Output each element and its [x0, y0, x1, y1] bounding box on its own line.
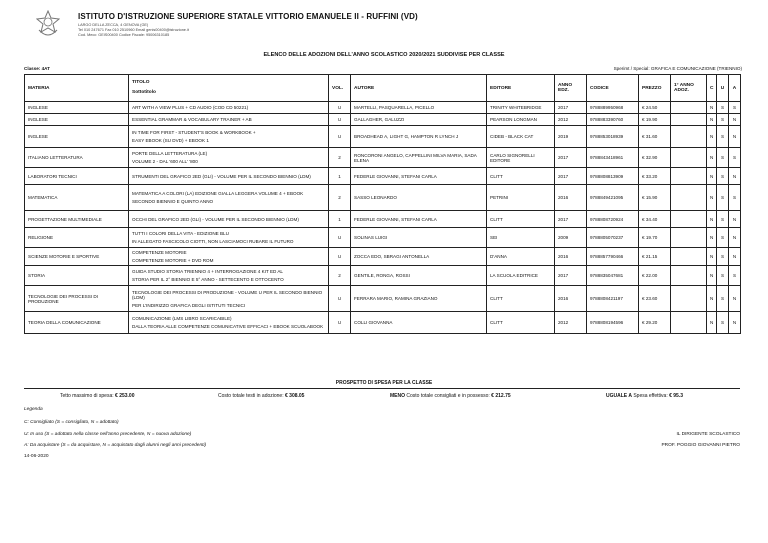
cell-u: S: [717, 211, 729, 228]
cell-editore: CLITT: [487, 286, 555, 312]
cell-c: N: [707, 266, 717, 286]
table-row: [25, 286, 741, 312]
title-subtitle: DALLA TEORIA ALLE COMPETENZE COMUNICATIVE EFFICACI + EBOOK SCUOLABOOK: [132, 324, 324, 329]
cell-a: S: [729, 102, 741, 114]
cell-anno: 2012: [555, 312, 587, 334]
cell-materia: PROGETTAZIONE MULTIMEDIALE: [25, 211, 129, 228]
cell-materia: TECNOLOGIE DEI PROCESSI DI PRODUZIONE: [25, 286, 129, 312]
cell-anno: 2012: [555, 114, 587, 126]
title-main: PORTE DELLA LETTERATURA (LE): [132, 151, 208, 156]
cell-prima-adoz: [671, 168, 707, 185]
cell-u: S: [717, 168, 729, 185]
cell-editore: D'ANNA: [487, 248, 555, 266]
school-address: LARGO DELLA ZECCA, 4 GENOVA (GE): [78, 23, 149, 27]
title-main: COMUNICAZIONE (LMS LIBRO SCARICABILE): [132, 316, 232, 321]
cell-anno: 2017: [555, 148, 587, 168]
title-subtitle: EASY EBOOK (SU DVD) + EBOOK 1: [132, 138, 209, 143]
cell-autore: GALLAGHER, GALUZZI: [351, 114, 487, 126]
summary-meno-value: € 212.75: [491, 393, 511, 399]
cell-vol: U: [329, 126, 351, 148]
cell-titolo: [129, 185, 329, 211]
class-label: Classe: 4AT: [24, 66, 50, 71]
cell-titolo: [129, 286, 329, 312]
cell-u: S: [717, 248, 729, 266]
table-header-row: [25, 75, 741, 102]
cell-a: N: [729, 312, 741, 334]
cell-prima-adoz: [671, 228, 707, 248]
cell-titolo: [129, 102, 329, 114]
cell-vol: 1: [329, 211, 351, 228]
table-row: [25, 126, 741, 148]
table-row: [25, 114, 741, 126]
summary-meno-text: Costo totale consigliati e in possesso:: [406, 393, 490, 399]
header-a: A: [729, 75, 741, 102]
cell-prima-adoz: [671, 211, 707, 228]
cell-anno: 2016: [555, 185, 587, 211]
cell-autore: SASSO LEONARDO: [351, 185, 487, 211]
cell-vol: 2: [329, 266, 351, 286]
title-main: OCCHI DEL GRAFICO 2ED (GLI) - VOLUME PER IL SECONDO BIENNIO (LDM): [132, 216, 299, 222]
cell-vol: 2: [329, 148, 351, 168]
cell-autore: FEDERLE GIOVANNI, STEFANI CARLA: [351, 211, 487, 228]
cell-a: N: [729, 126, 741, 148]
cell-editore: TRINITY WHITEBRIDGE: [487, 102, 555, 114]
cell-codice: 9788808421197: [587, 286, 639, 312]
cell-autore: FERRARA MARIO, RAMINA GRAZIANO: [351, 286, 487, 312]
cell-materia: INGLESE: [25, 102, 129, 114]
cell-editore: CIDEB - BLACK CAT: [487, 126, 555, 148]
header-vol: VOL.: [329, 75, 351, 102]
cell-codice: 9788808813909: [587, 168, 639, 185]
cell-c: N: [707, 312, 717, 334]
cell-codice: 9788849421095: [587, 185, 639, 211]
cell-vol: U: [329, 228, 351, 248]
cell-autore: ZOCCA EDO, SBRAGI ANTONELLA: [351, 248, 487, 266]
cell-prezzo: € 31.60: [639, 126, 671, 148]
cell-prezzo: € 19.70: [639, 228, 671, 248]
cell-vol: U: [329, 102, 351, 114]
cell-titolo: [129, 312, 329, 334]
cell-materia: INGLESE: [25, 126, 129, 148]
header-autore: AUTORE: [351, 75, 487, 102]
cell-autore: MARTELLI, PASQUARELLA, PICELLO: [351, 102, 487, 114]
cell-anno: 2016: [555, 286, 587, 312]
cell-autore: FEDERLE GIOVANNI, STEFANI CARLA: [351, 168, 487, 185]
cell-codice: 9788889950968: [587, 102, 639, 114]
cell-autore: BROADHEAD A, LIGHT G, HAMPTON R LYNCH J: [351, 126, 487, 148]
header-materia: MATERIA: [25, 75, 129, 102]
cell-codice: 9788853018939: [587, 126, 639, 148]
cell-titolo: [129, 126, 329, 148]
cell-anno: 2017: [555, 102, 587, 114]
table-row: [25, 185, 741, 211]
cell-editore: PEARSON LONGMAN: [487, 114, 555, 126]
adoptions-table: [24, 74, 741, 334]
header-u: U: [717, 75, 729, 102]
legend-u: U: In uso (S = adottato nella classe nell'anno precedente, N = nuova adozione): [24, 432, 192, 437]
cell-prima-adoz: [671, 114, 707, 126]
header-prima-adoz: 1° ANNO ADOZ.: [671, 75, 707, 102]
cell-editore: SEI: [487, 228, 555, 248]
title-main: ART WITH A VIEW PLUS + CD AUDIO (COD CD 50221): [132, 105, 249, 110]
title-main: GUIDA STUDIO STORIA TRIENNIO 4 + INTERROGAZIONE 4 KIT ED AL: [132, 269, 283, 274]
summary-max-label: Tetto massimo di spesa:: [60, 393, 114, 399]
school-codes: Cod. Mecc: GEIS00400 Codice Fiscale: 95006310185: [78, 33, 170, 37]
cell-materia: MATEMATICA: [25, 185, 129, 211]
cell-prima-adoz: [671, 148, 707, 168]
cell-c: N: [707, 185, 717, 211]
title-main: COMPETENZE MOTORIE: [132, 250, 187, 255]
cell-prezzo: € 34.40: [639, 211, 671, 228]
cell-c: N: [707, 248, 717, 266]
cell-prezzo: € 19.90: [639, 114, 671, 126]
header-editore: EDITORE: [487, 75, 555, 102]
table-row: [25, 266, 741, 286]
table-row: [25, 248, 741, 266]
cell-anno: 2017: [555, 211, 587, 228]
school-name: ISTITUTO D'ISTRUZIONE SUPERIORE STATALE VITTORIO EMANUELE II - RUFFINI (VD): [78, 12, 418, 21]
table-row: [25, 228, 741, 248]
cell-anno: 2017: [555, 168, 587, 185]
cell-codice: 9788843418961: [587, 148, 639, 168]
cell-a: N: [729, 168, 741, 185]
cell-u: S: [717, 102, 729, 114]
cell-prezzo: € 33.20: [639, 168, 671, 185]
header-c: C: [707, 75, 717, 102]
cell-vol: U: [329, 248, 351, 266]
cell-u: S: [717, 286, 729, 312]
cell-a: N: [729, 286, 741, 312]
table-row: [25, 312, 741, 334]
cell-anno: 2016: [555, 248, 587, 266]
table-row: [25, 102, 741, 114]
cell-codice: 9788808194596: [587, 312, 639, 334]
legend-c: C: Consigliato (S = consigliato, N = adottato): [24, 420, 119, 425]
title-main: TUTTI I COLORI DELLA VITA - EDIZIONE BLU: [132, 231, 229, 236]
header-codice: CODICE: [587, 75, 639, 102]
cell-anno: 2017: [555, 266, 587, 286]
header-prezzo: PREZZO: [639, 75, 671, 102]
summary-max-value: € 253.00: [115, 393, 135, 399]
cell-prima-adoz: [671, 312, 707, 334]
summary-title: PROSPETTO DI SPESA PER LA CLASSE: [335, 380, 433, 386]
cell-editore: CLITT: [487, 168, 555, 185]
cell-materia: ITALIANO LETTERATURA: [25, 148, 129, 168]
cell-c: N: [707, 286, 717, 312]
cell-codice: 9788835047681: [587, 266, 639, 286]
cell-vol: U: [329, 114, 351, 126]
cell-titolo: [129, 228, 329, 248]
school-contacts: Tel 010 247671 Fax 010 2510960 Email genis00400@istruzione.it: [78, 28, 189, 32]
republic-emblem-icon: [36, 10, 60, 38]
cell-c: N: [707, 168, 717, 185]
signature-name: PROF. POGGIO GIOVANNI PIETRO: [661, 443, 740, 448]
cell-prima-adoz: [671, 266, 707, 286]
cell-a: N: [729, 228, 741, 248]
cell-a: S: [729, 266, 741, 286]
cell-a: N: [729, 211, 741, 228]
cell-materia: LABORATORI TECNICI: [25, 168, 129, 185]
cell-prima-adoz: [671, 126, 707, 148]
cell-editore: PETRINI: [487, 185, 555, 211]
cell-a: N: [729, 114, 741, 126]
cell-titolo: [129, 168, 329, 185]
title-subtitle: SECONDO BIENNIO E QUINTO ANNO: [132, 199, 214, 204]
cell-prezzo: € 21.15: [639, 248, 671, 266]
cell-materia: TEORIA DELLA COMUNICAZIONE: [25, 312, 129, 334]
summary-meno-label: MENO: [390, 393, 405, 399]
cell-c: N: [707, 148, 717, 168]
cell-editore: CLITT: [487, 211, 555, 228]
cell-a: S: [729, 185, 741, 211]
cell-c: N: [707, 228, 717, 248]
cell-u: S: [717, 126, 729, 148]
cell-vol: 1: [329, 168, 351, 185]
specialization-label: Sperimt / Special: GRAFICA E COMUNICAZIONE (TRIENNIO): [613, 66, 742, 71]
cell-anno: 2019: [555, 126, 587, 148]
legend-title: Legenda: [24, 407, 43, 412]
cell-materia: SCIENZE MOTORIE E SPORTIVE: [25, 248, 129, 266]
summary-meno: [390, 393, 511, 399]
cell-prezzo: € 22.00: [639, 266, 671, 286]
cell-prezzo: € 32.90: [639, 148, 671, 168]
header-titolo: [129, 75, 329, 102]
title-main: MATEMATICA A COLORI (LA) EDIZIONE GIALLA LEGGERA VOLUME 4 + EBOOK: [132, 191, 304, 196]
cell-titolo: [129, 266, 329, 286]
cell-materia: STORIA: [25, 266, 129, 286]
cell-codice: 9788883390760: [587, 114, 639, 126]
title-subtitle: PER L'INDIRIZZO GRAFICA DEGLI ISTITUTI TECNICI: [132, 302, 246, 308]
title-subtitle: STORIA PER IL 2° BIENNIO E 5° ANNO - SETTECENTO E OTTOCENTO: [132, 277, 284, 282]
cell-a: S: [729, 148, 741, 168]
cell-titolo: [129, 211, 329, 228]
cell-c: N: [707, 102, 717, 114]
cell-prima-adoz: [671, 286, 707, 312]
cell-u: S: [717, 266, 729, 286]
summary-total-value: € 308.05: [285, 393, 305, 399]
summary-uguale-value: € 95.3: [669, 393, 683, 399]
title-subtitle: VOLUME 2 - DAL '600 ALL' '800: [132, 159, 198, 164]
summary-total-label: Costo totale testi in adozione:: [218, 393, 284, 399]
table-row: [25, 211, 741, 228]
cell-c: N: [707, 211, 717, 228]
cell-editore: LA SCUOLA EDITRICE: [487, 266, 555, 286]
cell-anno: 2009: [555, 228, 587, 248]
document-title: ELENCO DELLE ADOZIONI DELL'ANNO SCOLASTICO 2020/2021 SUDDIVISE PER CLASSE: [263, 52, 505, 58]
school-info: [78, 12, 418, 38]
summary-max: [60, 393, 135, 399]
cell-autore: SOLINAS LUIGI: [351, 228, 487, 248]
cell-editore: CARLO SIGNORELLI EDITORE: [487, 148, 555, 168]
table-row: [25, 148, 741, 168]
title-main: ESSENTIAL GRAMMAR & VOCABULARY TRAINER + AB: [132, 117, 252, 122]
cell-autore: GENTILE, RONGA, ROSSI: [351, 266, 487, 286]
title-main: TECNOLOGIE DEI PROCESSI DI PRODUZIONE - VOLUME U PER IL SECONDO BIENNIO (LDM): [132, 289, 323, 300]
summary-uguale: [606, 393, 683, 399]
header-titolo-label: TITOLO: [132, 80, 150, 85]
cell-prezzo: € 15.90: [639, 185, 671, 211]
title-subtitle: IN ALLEGATO FASCICOLO CIOTTI, NON LASCIAMOCI RUBARE IL FUTURO: [132, 239, 294, 244]
title-subtitle: COMPETENZE MOTORIE + DVD ROM: [132, 258, 214, 263]
cell-prezzo: € 23.60: [639, 286, 671, 312]
summary-uguale-text: Spesa effettiva:: [633, 393, 668, 399]
cell-titolo: [129, 114, 329, 126]
cell-vol: U: [329, 312, 351, 334]
cell-vol: 2: [329, 185, 351, 211]
document-date: 14-06-2020: [24, 454, 49, 459]
cell-titolo: [129, 148, 329, 168]
cell-autore: RONCORONI ANGELO, CAPPELLINI MILVA MARIA, SADA ELENA: [351, 148, 487, 168]
cell-codice: 9788808720924: [587, 211, 639, 228]
cell-codice: 9788805070237: [587, 228, 639, 248]
legend-a: A: Da acquistare (S = da acquistare, N = acquistato dagli alunni negli anni precedenti): [24, 443, 207, 448]
school-header: [36, 9, 736, 45]
cell-u: S: [717, 114, 729, 126]
cell-codice: 9788857790466: [587, 248, 639, 266]
cell-prezzo: € 29.20: [639, 312, 671, 334]
table-row: [25, 168, 741, 185]
cell-prima-adoz: [671, 185, 707, 211]
cell-materia: INGLESE: [25, 114, 129, 126]
cell-u: S: [717, 228, 729, 248]
cell-prima-adoz: [671, 102, 707, 114]
cell-prezzo: € 24.50: [639, 102, 671, 114]
cell-editore: CLITT: [487, 312, 555, 334]
cell-materia: RELIGIONE: [25, 228, 129, 248]
signature-role: IL DIRIGENTE SCOLASTICO: [676, 432, 740, 437]
cell-vol: U: [329, 286, 351, 312]
cell-c: N: [707, 114, 717, 126]
cell-c: N: [707, 126, 717, 148]
cell-prima-adoz: [671, 248, 707, 266]
summary-uguale-label: UGUALE A: [606, 393, 632, 399]
cell-titolo: [129, 248, 329, 266]
cell-autore: COLLI GIOVANNA: [351, 312, 487, 334]
cell-u: S: [717, 185, 729, 211]
cell-u: S: [717, 312, 729, 334]
summary-total: [218, 393, 304, 399]
title-main: STRUMENTI DEL GRAFICO 2ED (GLI) - VOLUME PER IL SECONDO BIENNIO (LDM): [132, 173, 311, 179]
header-sottotitolo-label: Sottotitolo: [132, 90, 156, 95]
summary-divider: [24, 388, 740, 389]
title-main: IN TIME FOR FIRST - STUDENT'S BOOK & WORKBOOK +: [132, 130, 256, 135]
header-anno: ANNO EDZ.: [555, 75, 587, 102]
cell-a: N: [729, 248, 741, 266]
cell-u: S: [717, 148, 729, 168]
